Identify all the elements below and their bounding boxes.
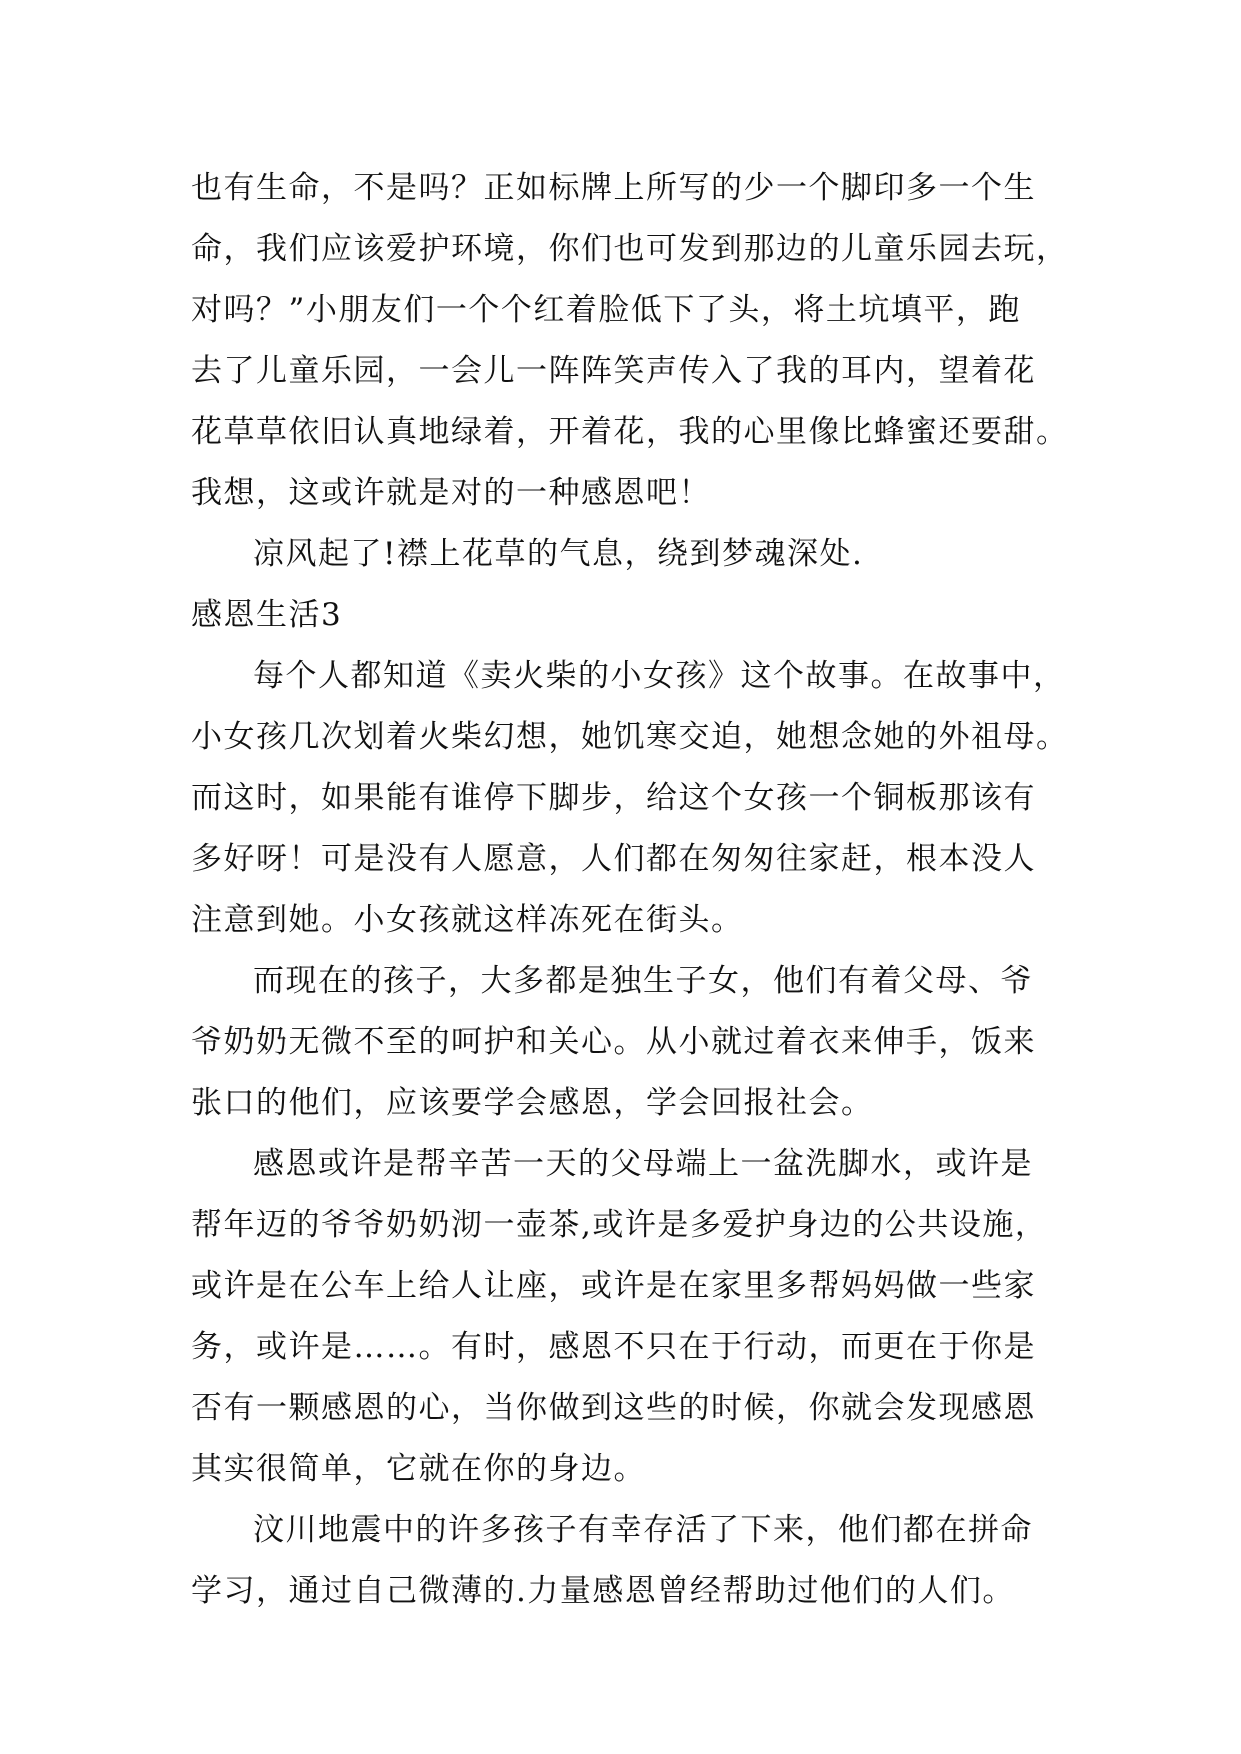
text-line: 而现在的孩子，大多都是独生子女，他们有着父母、爷 [253, 963, 1033, 999]
text-line: 爷奶奶无微不至的呵护和关心。从小就过着衣来伸手，饭来 [191, 1024, 1036, 1060]
text-line: 学习，通过自己微薄的.力量感恩曾经帮助过他们的人们。 [191, 1573, 1015, 1609]
paragraph-6 [191, 1500, 1051, 1622]
paragraph-2 [191, 524, 1051, 585]
text-line: 命，我们应该爱护环境，你们也可发到那边的儿童乐园去玩， [191, 231, 1069, 267]
text-line: 花草草依旧认真地绿着，开着花，我的心里像比蜂蜜还要甜。 [191, 414, 1069, 450]
text-line: 汶川地震中的许多孩子有幸存活了下来，他们都在拼命 [253, 1512, 1033, 1548]
text-line: 多好呀！可是没有人愿意，人们都在匆匆往家赶，根本没人 [191, 841, 1036, 877]
text-line: 去了儿童乐园，一会儿一阵阵笑声传入了我的耳内，望着花 [191, 353, 1036, 389]
document-page [191, 158, 1069, 1622]
section-heading: 感恩生活3 [191, 597, 343, 633]
text-line: 务，或许是……。有时，感恩不只在于行动，而更在于你是 [191, 1329, 1036, 1365]
text-line: 注意到她。小女孩就这样冻死在街头。 [191, 902, 744, 938]
text-line: 每个人都知道《卖火柴的小女孩》这个故事。在故事中， [253, 658, 1066, 694]
text-line: 感恩或许是帮辛苦一天的父母端上一盆洗脚水，或许是 [253, 1146, 1033, 1182]
text-line: 我想，这或许就是对的一种感恩吧！ [191, 475, 711, 511]
text-line: 凉风起了!襟上花草的气息，绕到梦魂深处. [253, 536, 864, 572]
text-line: 张口的他们，应该要学会感恩，学会回报社会。 [191, 1085, 874, 1121]
paragraph-5 [191, 1134, 1051, 1500]
text-line: 否有一颗感恩的心，当你做到这些的时候，你就会发现感恩 [191, 1390, 1036, 1426]
paragraph-3 [191, 646, 1069, 951]
text-line: 小女孩几次划着火柴幻想，她饥寒交迫，她想念她的外祖母。 [191, 719, 1069, 755]
text-line: 而这时，如果能有谁停下脚步，给这个女孩一个铜板那该有 [191, 780, 1036, 816]
text-line: 帮年迈的爷爷奶奶沏一壶茶,或许是多爱护身边的公共设施， [191, 1207, 1048, 1243]
paragraph-4 [191, 951, 1051, 1134]
text-line: 也有生命，不是吗？正如标牌上所写的少一个脚印多一个生 [191, 170, 1036, 206]
text-line: 其实很简单，它就在你的身边。 [191, 1451, 646, 1487]
text-line: 对吗？”小朋友们一个个红着脸低下了头，将土坑填平，跑 [191, 292, 1021, 328]
paragraph-1 [191, 158, 1069, 524]
text-line: 或许是在公车上给人让座，或许是在家里多帮妈妈做一些家 [191, 1268, 1036, 1304]
